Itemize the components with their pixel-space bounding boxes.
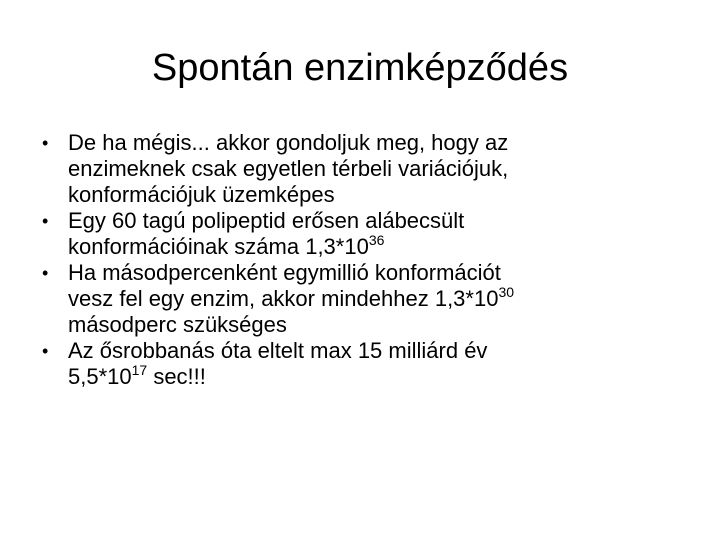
bullet-1-line-1: De ha mégis... akkor gondoljuk meg, hogy az [68, 130, 509, 155]
slide-title: Spontán enzimképződés [151, 47, 569, 89]
bullet-item-3 [36, 260, 696, 338]
bullet-3-line-2 [68, 286, 696, 312]
bullet-dot-icon: • [42, 211, 49, 231]
bullet-1-line-2: enzimeknek csak egyetlen térbeli variációjuk, [68, 156, 509, 181]
bullet-dot-icon: • [42, 263, 49, 283]
bullet-4-exponent: 17 [131, 362, 148, 378]
bullet-3-line-3: másodperc szükséges [68, 312, 287, 337]
bullet-3-line-2-base: vesz fel egy enzim, akkor mindehhez 1,3*10 [68, 286, 499, 311]
bullet-2-line-2-base: konformációinak száma 1,3*10 [68, 234, 369, 259]
bullet-4-line-2-base: 5,5*10 [68, 364, 132, 389]
bullet-2-line-1: Egy 60 tagú polipeptid erősen alábecsült [68, 208, 465, 233]
bullet-item-1 [36, 130, 696, 208]
bullet-list [36, 130, 696, 390]
bullet-2-line-2 [68, 234, 696, 260]
bullet-dot-icon: • [42, 133, 49, 153]
bullet-4-line-1: Az ősrobbanás óta eltelt max 15 milliárd év [68, 338, 488, 363]
bullet-item-2 [36, 208, 696, 260]
bullet-4-line-2-suffix: sec!!! [147, 364, 206, 389]
bullet-1-line-3: konformációjuk üzemképes [68, 182, 335, 207]
bullet-dot-icon: • [42, 341, 49, 361]
bullet-3-exponent: 30 [498, 284, 515, 300]
bullet-2-exponent: 36 [368, 232, 385, 248]
bullet-3-line-1: Ha másodpercenként egymillió konformációt [68, 260, 501, 285]
bullet-item-4 [36, 338, 696, 390]
bullet-4-line-2 [68, 364, 696, 390]
